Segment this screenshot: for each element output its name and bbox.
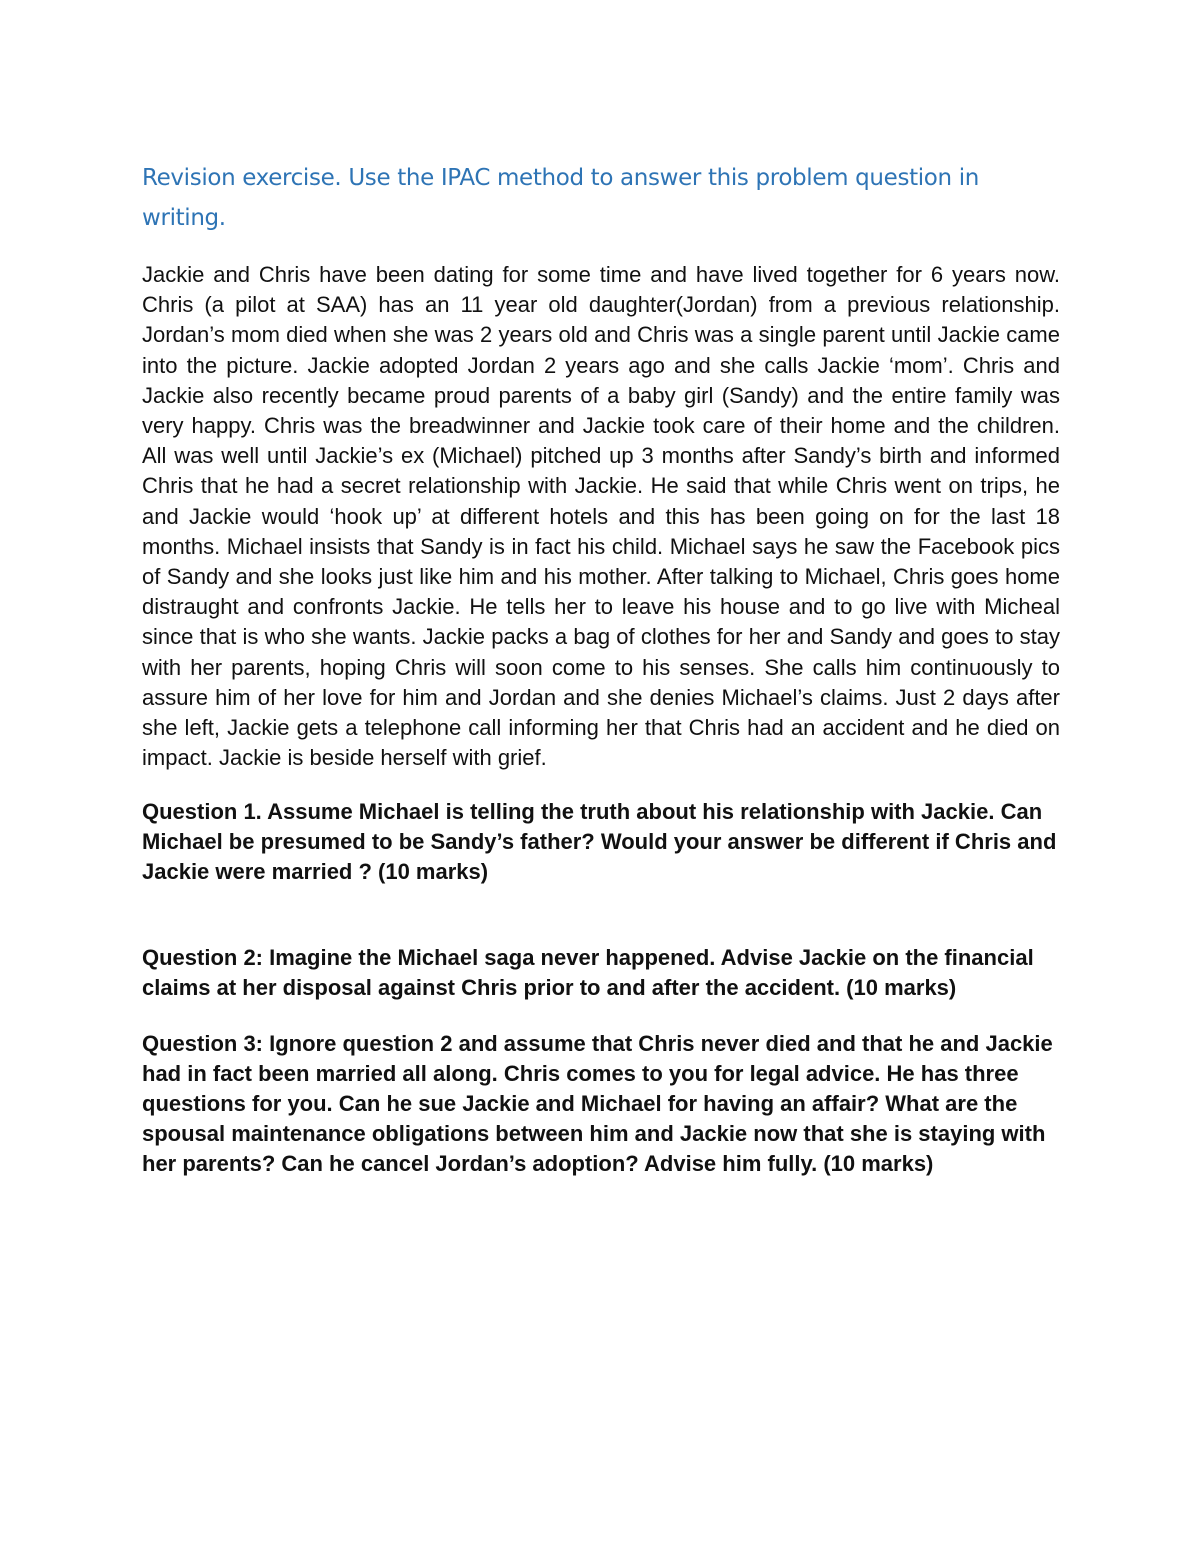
question-2: Question 2: Imagine the Michael saga never happened. Advise Jackie on the financial claims at her disposal against Chris prior to and after the accident. (10 marks) [142, 945, 1034, 1001]
scenario-paragraph: Jackie and Chris have been dating for some time and have lived together for 6 years now. Chris (a pilot at SAA) has an 11 year old daughter(Jordan) from a previous relationship. Jordan’s mom died when she was 2 years old and Chris was a single parent until Jackie came into the picture. Jackie adopted Jordan 2 years ago and she calls Jackie ‘mom’. Chris and Jackie also recently became proud parents of a baby girl (Sandy) and the entire family was very happy. Chris was the breadwinner and Jackie took care of their home and the children. All was well until Jackie’s ex (Michael) pitched up 3 months after Sandy’s birth and informed Chris that he had a secret relationship with Jackie. He said that while Chris went on trips, he and Jackie would ‘hook up’ at different hotels and this has been going on for the last 18 months. Michael insists that Sandy is in fact his child. Michael says he saw the Facebook pics of Sandy and she looks just like him and his mother. After talking to Michael, Chris goes home distraught and confronts Jackie. He tells her to leave his house and to go live with Micheal since that is who she wants. Jackie packs a bag of clothes for her and Sandy and goes to stay with her parents, hoping Chris will soon come to his senses. She calls him continuously to assure him of her love for him and Jordan and she denies Michael’s claims. Just 2 days after she left, Jackie gets a telephone call informing her that Chris had an accident and he died on impact. Jackie is beside herself with grief. [142, 262, 1060, 771]
question-3: Question 3: Ignore question 2 and assume that Chris never died and that he and Jackie had in fact been married all along. Chris comes to you for legal advice. He has three questions for you. Can he sue Jackie and Michael for having an affair? What are the spousal maintenance obligations between him and Jackie now that she is staying with her parents? Can he cancel Jordan’s adoption? Advise him fully. (10 marks) [142, 1031, 1053, 1177]
exercise-heading: Revision exercise. Use the IPAC method to answer this problem question in writing. [142, 165, 979, 231]
question-1: Question 1. Assume Michael is telling the truth about his relationship with Jackie. Can Michael be presumed to be Sandy’s father? Would your answer be different if Chris and Jackie were married ? (10 marks) [142, 799, 1057, 885]
document-content [142, 158, 1060, 1179]
